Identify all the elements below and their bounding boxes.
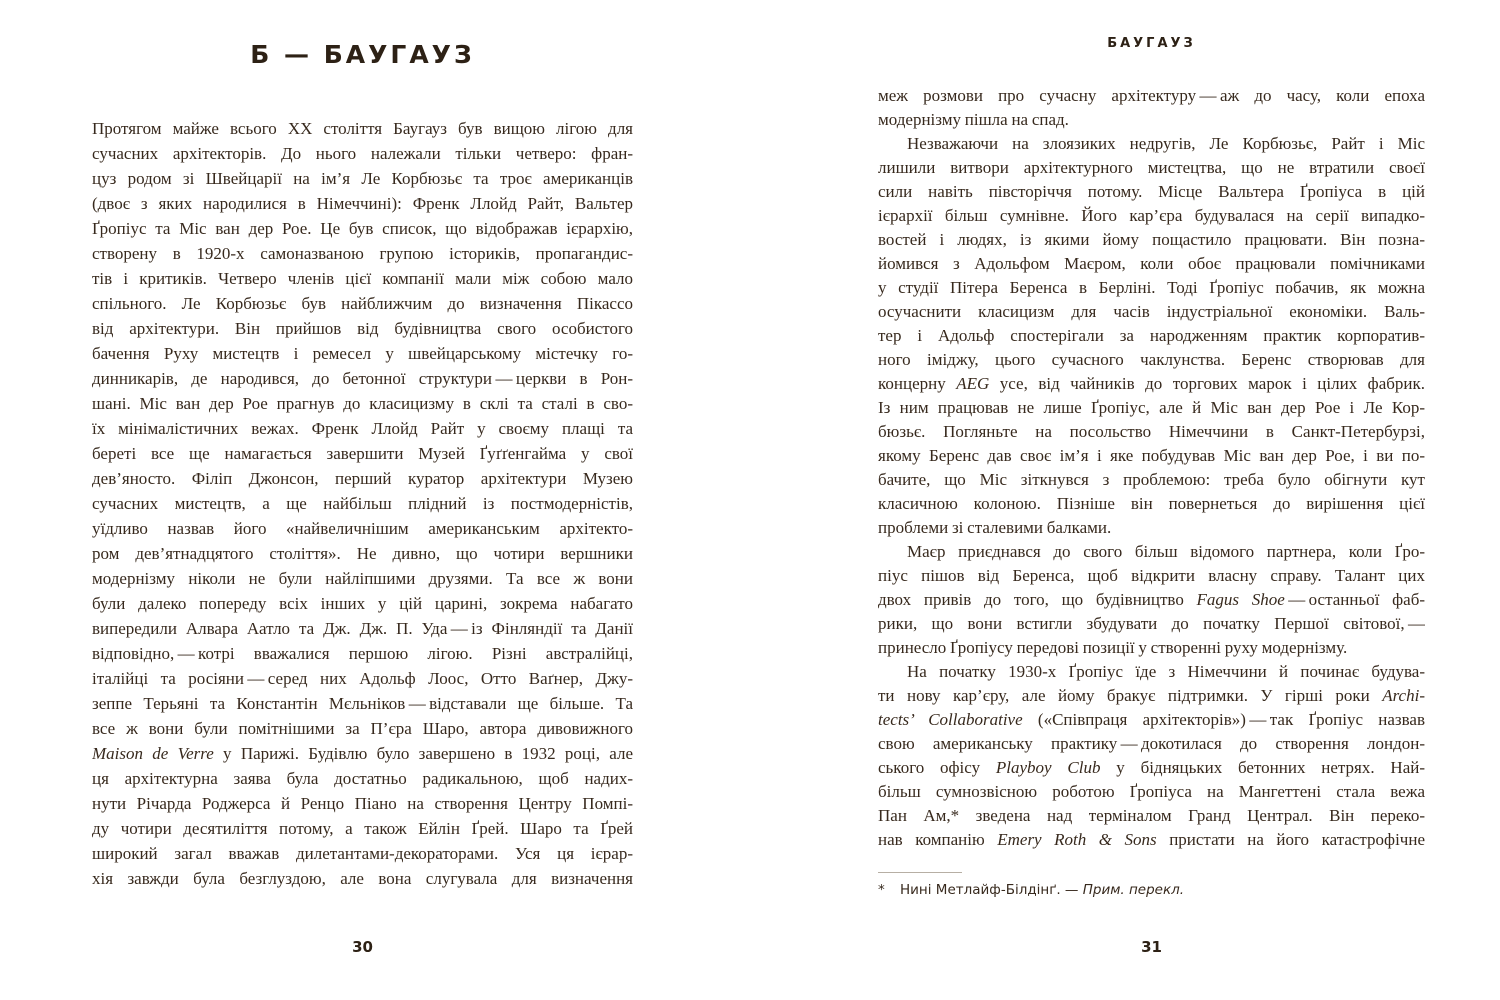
text-line: шані. Міс ван дер Рое прагнув до класицизму в склі та сталі в сво- [92,394,633,413]
text-line: принесло Ґропіусу передові позиції у створенні руху модернізму. [878,638,1348,657]
text-line: Протягом майже всього XX століття Баугауз був вищою лігою для [92,119,633,138]
text-line: ного іміджу, цього сучасного чаклунства. Беренс створював для [878,350,1425,369]
text-line: створену в 1920-х самоназваною групою істориків, пропагандис- [92,244,633,263]
text-line: Пан Ам,* зведена над терміналом Гранд Централ. Він переко- [878,806,1425,825]
text-line: уїдливо назвав його «найвеличнішим американським архітекто- [92,519,633,538]
text-line: тів і критиків. Четверо членів цієї компанії мали між собою мало [92,269,633,288]
text-line: тер і Адольф спостерігали за народженням практик корпоратив- [878,326,1425,345]
text-line: лишили витвори архітектурного мистецтва, що не втратили своєї [878,158,1425,177]
footnote-rule [878,872,962,873]
text-line: якому Беренс дав своє ім’я і яке побудував Міс ван дер Рое, і ви по- [878,446,1425,465]
text-line: береті все ще намагається завершити Музей Ґуґґенгайма у свої [92,444,633,463]
running-header: БАУГАУЗ [1107,36,1196,51]
text-line: бачите, що Міс зіткнувся з проблемою: треба було обігнути кут [878,470,1425,489]
footnote-marker: * [878,882,885,898]
chapter-title: Б — БАУГАУЗ [250,40,475,69]
text-line: цуз родом зі Швейцарії на ім’я Ле Корбюзьє та троє американців [92,169,633,188]
text-line: бюзьє. Погляньте на посольство Німеччини в Санкт-Петербурзі, [878,422,1425,441]
text-line: відповідно, — котрі вважалися першою лігою. Різні австралійці, [92,644,633,663]
text-line: нав компанію Emery Roth & Sons пристати на його катастрофічне [878,830,1425,849]
left-page-body [92,116,633,891]
text-line: спільного. Ле Корбюзьє був найближчим до визначення Пікассо [92,294,633,313]
right-page [878,0,1425,1000]
text-line: ром дев’ятнадцятого століття». Не дивно, що чотири вершники [92,544,633,563]
text-line: Maison de Verre у Парижі. Будівлю було завершено в 1932 році, але [92,744,633,763]
text-line: осучаснити класицизм для часів індустріальної економіки. Валь- [878,302,1425,321]
text-line: динникарів, де народився, до бетонної структури — церкви в Рон- [92,369,633,388]
text-line: двох привів до того, що будівництво Fagus Shoe — останньої фаб- [878,590,1425,609]
text-line: меж розмови про сучасну архітектуру — аж до часу, коли епоха [878,86,1425,105]
text-line: були далеко попереду всіх інших у цій царині, зокрема набагато [92,594,633,613]
text-line: tects’ Collaborative («Співпраця архітекторів») — так Ґропіус назвав [878,710,1425,729]
text-line: італійці та росіяни — серед них Адольф Лоос, Отто Ваґнер, Джу- [92,669,633,688]
text-line: ієрархії більш сумнівне. Його кар’єра будувалася на серії випадко- [878,206,1425,225]
text-line: модернізму пішла на спад. [878,110,1069,129]
footnote [878,880,1425,900]
text-line: сучасних архітекторів. До нього належали тільки четверо: фран- [92,144,633,163]
page-number-right: 31 [1141,938,1162,956]
left-page [92,0,633,1000]
text-line: ського офісу Playboy Club у бідняцьких бетонних нетрях. Най- [878,758,1425,777]
text-line: концерну AEG усе, від чайників до торгових марок і цілих фабрик. [878,374,1425,393]
text-line: ця архітектурна заява була достатньо радикальною, щоб надих- [92,769,633,788]
footnote-text: Нині Метлайф-Білдінґ. — Прим. перекл. [900,882,1185,898]
text-line: у студії Пітера Беренса в Берліні. Тоді Ґропіус побачив, як можна [878,278,1425,297]
text-line: сучасних мистецтв, а ще найбільш плідний із постмодерністів, [92,494,633,513]
page-number-left: 30 [352,938,373,956]
text-line: На початку 1930-х Ґропіус їде з Німеччини й починає будува- [907,662,1425,681]
text-line: ду чотири десятиліття потому, а також Ейлін Ґрей. Шаро та Ґрей [92,819,633,838]
text-line: піус пішов від Беренса, щоб відкрити власну справу. Талант цих [878,566,1425,585]
text-line: їх мінімалістичних вежах. Френк Ллойд Райт у своєму плащі та [92,419,633,438]
text-line: Ґропіус та Міс ван дер Рое. Це був список, що відображав ієрархію, [92,219,633,238]
text-line: зеппе Терьяні та Константін Мєльніков — відставали ще більше. Та [92,694,633,713]
text-line: від архітектури. Він прийшов від будівництва свого особистого [92,319,633,338]
text-line: (двоє з яких народилися в Німеччині): Френк Ллойд Райт, Вальтер [92,194,633,213]
text-line: Незважаючи на злоязиких недругів, Ле Корбюзьє, Райт і Міс [907,134,1425,153]
text-line: нути Річарда Роджерса й Ренцо Піано на створення Центру Помпі- [92,794,633,813]
text-line: проблеми зі сталевими балками. [878,518,1112,537]
text-line: Із ним працював не лише Ґропіус, але й Міс ван дер Рое і Ле Кор- [878,398,1425,417]
text-line: хія завжди була безглуздою, але вона слугувала для визначення [92,869,633,888]
text-line: все ж вони були помітнішими за П’єра Шаро, автора дивовижного [92,719,633,738]
text-line: ти нову кар’єру, але йому бракує підтримки. У гірші роки Archi- [878,686,1425,705]
text-line: Маєр приєднався до свого більш відомого партнера, коли Ґро- [907,542,1425,561]
text-line: рики, що вони встигли збудувати до початку Першої світової, — [878,614,1425,633]
text-line: бачення Руху мистецтв і ремесел у швейцарському містечку го- [92,344,633,363]
text-line: широкий загал вважав дилетантами-декораторами. Уся ця ієрар- [92,844,633,863]
right-page-body [878,84,1425,852]
text-line: випередили Алвара Аатло та Дж. Дж. П. Уда — із Фінляндії та Данії [92,619,633,638]
text-line: дев’яносто. Філіп Джонсон, перший куратор архітектури Музею [92,469,633,488]
text-line: сили навіть півсторіччя потому. Місце Вальтера Ґропіуса в цій [878,182,1425,201]
text-line: свою американську практику — докотилася до створення лондон- [878,734,1425,753]
text-line: класичною колоною. Пізніше він повернеться до вирішення цієї [878,494,1425,513]
text-line: йомився з Адольфом Маєром, коли обоє працювали помічниками [878,254,1425,273]
text-line: востей і людях, із якими йому пощастило працювати. Він позна- [878,230,1425,249]
text-line: модернізму ніколи не були найліпшими друзями. Та все ж вони [92,569,633,588]
text-line: більш сумнозвісною роботою Ґропіуса на Мангеттені стала вежа [878,782,1425,801]
